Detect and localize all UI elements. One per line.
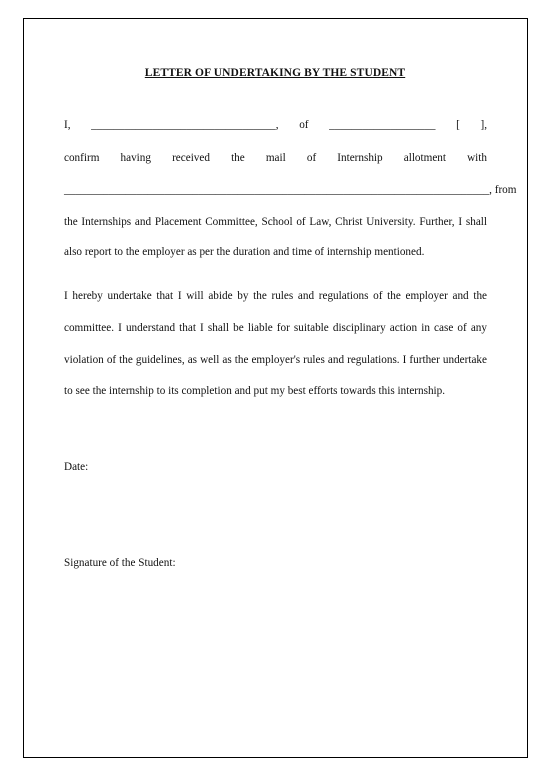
document-title: LETTER OF UNDERTAKING BY THE STUDENT xyxy=(144,67,406,79)
body-line-6: I hereby undertake that I will abide by the rules and regulations of the employer and the xyxy=(64,290,487,302)
body-line-3: ____________________________________________________________________________, from xyxy=(64,184,517,196)
body-line-2: confirm having received the mail of Internship allotment with xyxy=(64,152,487,164)
body-line-7: committee. I understand that I shall be liable for suitable disciplinary action in case of any xyxy=(64,322,487,334)
date-label: Date: xyxy=(64,461,89,473)
signature-label: Signature of the Student: xyxy=(64,557,176,569)
body-line-1: I, _________________________________, of ___________________ [ ], xyxy=(64,119,487,131)
body-line-9: to see the internship to its completion and put my best efforts towards this internship. xyxy=(64,385,446,397)
body-line-8: violation of the guidelines, as well as the employer's rules and regulations. I further undertake xyxy=(64,354,487,366)
body-line-5: also report to the employer as per the duration and time of internship mentioned. xyxy=(64,246,425,258)
body-line-4: the Internships and Placement Committee, School of Law, Christ University. Further, I shall xyxy=(64,216,487,228)
